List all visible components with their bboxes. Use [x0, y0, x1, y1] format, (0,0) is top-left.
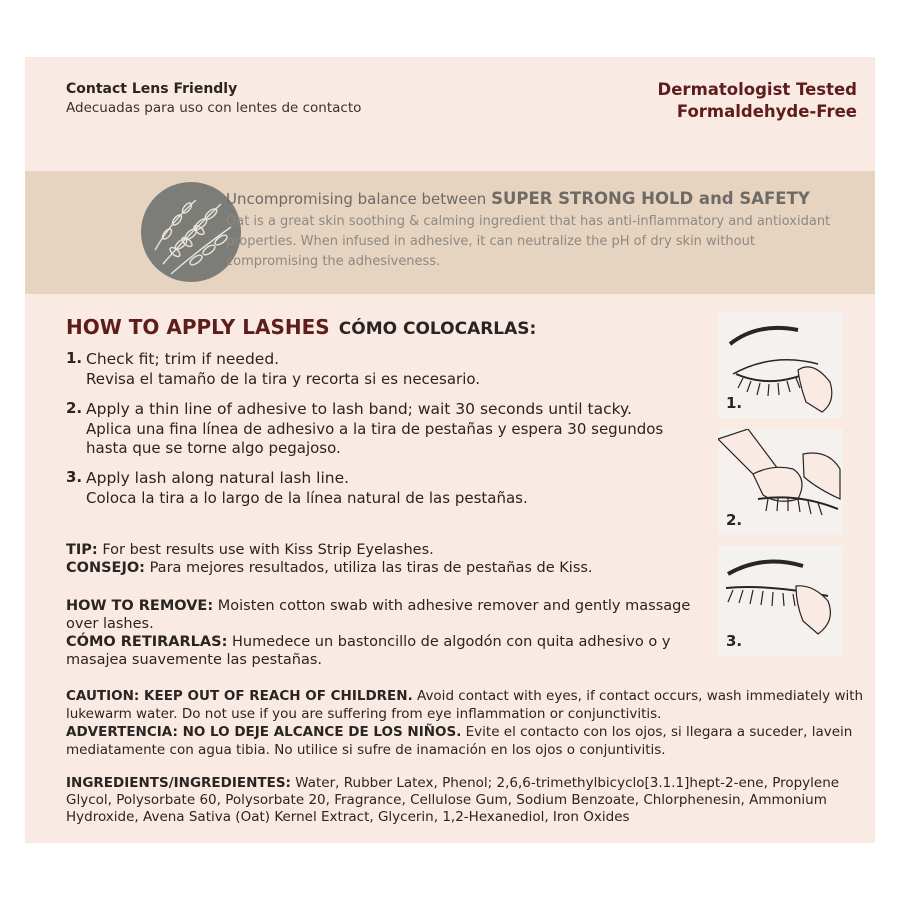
caution-es — [66, 723, 866, 759]
product-back-panel — [25, 57, 875, 843]
tip-label-es: CONSEJO: — [66, 560, 145, 576]
ingredients-section — [66, 775, 876, 826]
oat-headline-bold: SUPER STRONG HOLD and SAFETY — [491, 189, 810, 208]
step2-illustration — [718, 429, 843, 535]
caution-en — [66, 687, 866, 723]
remove-text-es: Humedece un bastoncillo de algodón con quita adhesivo o y masajea suavemente las pestañas. — [66, 634, 671, 668]
apply-steps — [66, 349, 706, 518]
oat-headline — [226, 189, 846, 208]
step-text-en: Check fit; trim if needed. — [86, 350, 280, 368]
claim-es: Adecuadas para uso con lentes de contacto — [66, 100, 362, 116]
remove-section — [66, 597, 706, 669]
tip-es — [66, 559, 706, 577]
tip-section — [66, 541, 706, 577]
remove-en — [66, 597, 706, 633]
step-text-en: Apply a thin line of adhesive to lash band; wait 30 seconds until tacky. — [86, 400, 632, 418]
step-item — [66, 349, 706, 389]
oat-description: Oat is a great skin soothing & calming ingredient that has anti-inflammatory and antioxidant properties. When infused in adhesive, it can neutralize the pH of dry skin without compromising the adhesiveness. — [226, 214, 831, 269]
remove-text: Moisten cotton swab with adhesive remover and gently massage over lashes. — [66, 598, 691, 632]
step-number: 2. — [66, 399, 83, 417]
illustration-label: 2. — [726, 511, 743, 529]
step-text-en: Apply lash along natural lash line. — [86, 469, 350, 487]
illustration-label: 1. — [726, 394, 743, 412]
claim-en: Contact Lens Friendly — [66, 81, 238, 97]
caution-text-es: Evite el contacto con los ojos, si llegara a suceder, lavein mediatamente con agua tibia. No utilice si sufre de inamación en los ojos o conjuntivitis. — [66, 724, 853, 758]
step-item — [66, 468, 706, 508]
dermatologist-tested: Dermatologist Tested — [657, 80, 857, 99]
illustration-label: 3. — [726, 632, 743, 650]
apply-heading — [66, 315, 536, 339]
caution-text: Avoid contact with eyes, if contact occurs, wash immediately with lukewarm water. Do not use if you are suffering from eye inflammation or conjunctivitis. — [66, 688, 864, 722]
safety-claims — [658, 79, 857, 123]
step-text-es: Aplica una fina línea de adhesivo a la tira de pestañas y espera 30 segundos hasta que se torne algo pegajoso. — [86, 420, 664, 457]
step-number: 1. — [66, 349, 83, 367]
step-item — [66, 399, 706, 458]
tip-text-es: Para mejores resultados, utiliza las tiras de pestañas de Kiss. — [144, 560, 593, 576]
oat-info-band — [25, 171, 875, 294]
contact-lens-claim — [66, 80, 361, 118]
oat-text — [226, 189, 846, 272]
step1-illustration — [718, 312, 843, 418]
caution-section — [66, 687, 866, 759]
formaldehyde-free: Formaldehyde-Free — [676, 102, 857, 121]
ingredients-text: Water, Rubber Latex, Phenol; 2,6,6-trimethylbicyclo[3.1.1]hept-2-ene, Propylene Glycol, Polysorbate 60, Polysorbate 20, Fragrance, Cellulose Gum, Sodium Benzoate, Chlorphenesin, Ammonium Hydroxide, Avena Sativa (Oat) Kernel Extract, Glycerin, 1,2-Hexanediol, Iron Oxides — [66, 775, 840, 825]
remove-label: HOW TO REMOVE: — [66, 598, 214, 614]
apply-heading-en: HOW TO APPLY LASHES — [66, 315, 330, 339]
tip-text: For best results use with Kiss Strip Eyelashes. — [97, 542, 434, 558]
step-number: 3. — [66, 468, 83, 486]
remove-label-es: CÓMO RETIRARLAS: — [66, 634, 228, 650]
ingredients-label: INGREDIENTS/INGREDIENTES: — [66, 775, 291, 791]
tip-label: TIP: — [66, 542, 98, 558]
tip-en — [66, 541, 706, 559]
step-text-es: Coloca la tira a lo largo de la línea natural de las pestañas. — [86, 489, 528, 507]
remove-es — [66, 633, 706, 669]
step3-illustration — [718, 546, 843, 656]
oat-headline-prefix: Uncompromising balance between — [226, 190, 492, 208]
step-text-es: Revisa el tamaño de la tira y recorta si es necesario. — [86, 370, 481, 388]
caution-label: CAUTION: KEEP OUT OF REACH OF CHILDREN. — [66, 688, 413, 704]
caution-label-es: ADVERTENCIA: NO LO DEJE ALCANCE DE LOS NIÑOS. — [66, 724, 462, 740]
apply-heading-es: CÓMO COLOCARLAS: — [338, 319, 537, 339]
